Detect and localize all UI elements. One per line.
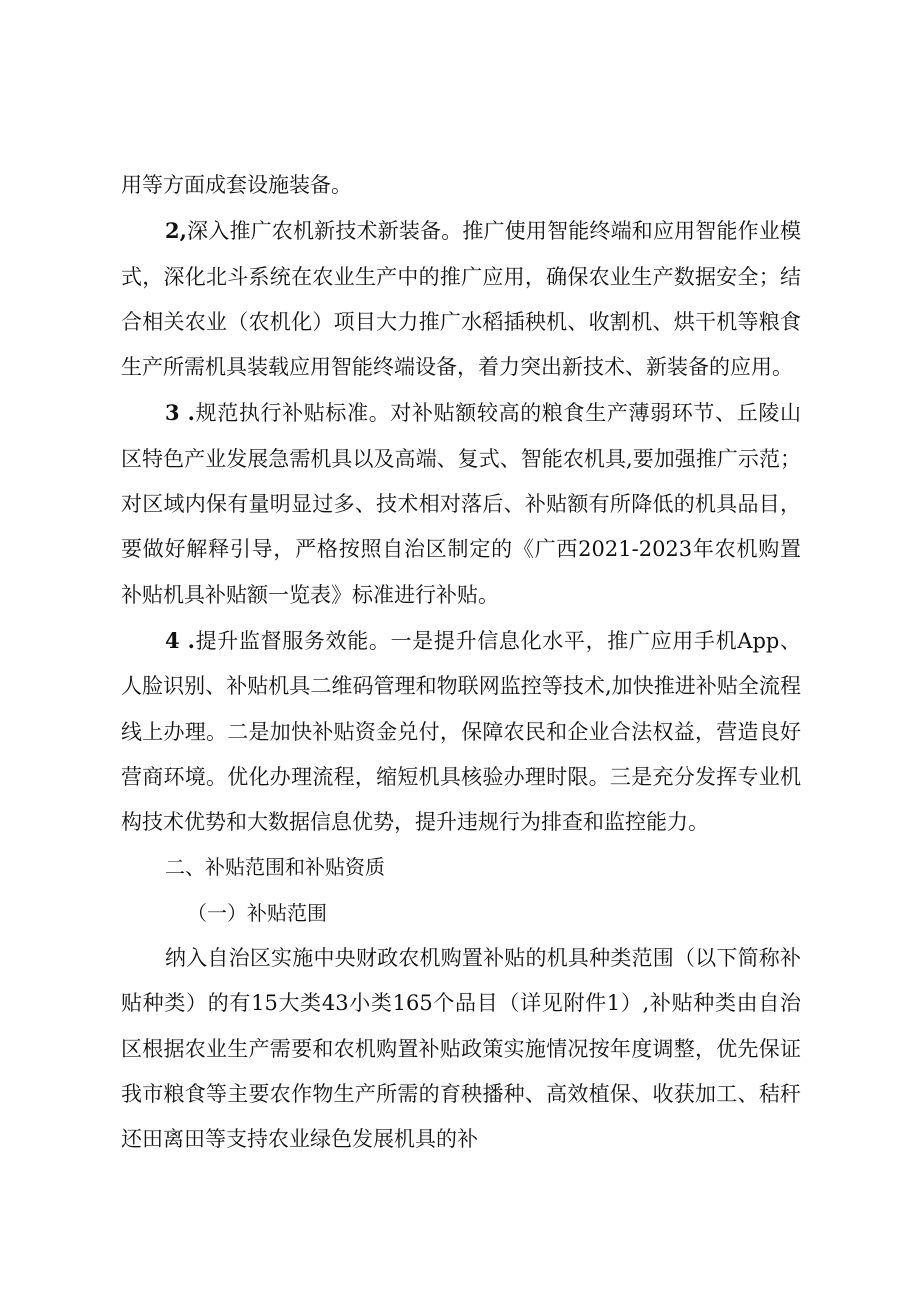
item-paragraph-2: [121, 208, 801, 390]
item-number: 4: [165, 627, 180, 653]
item-separator: ,: [179, 218, 187, 244]
item-text: 规范执行补贴标准。对补贴额较高的粮食生产薄弱环节、丘陵山区特色产业发展急需机具以及高端、复式、智能农机具,要加强推广示范；对区域内保有量明显过多、技术相对落后、补贴额有所降低的机具品目，要做好解释引导，严格按照自治区制定的《广西2021-2023年农机购置补贴机具补贴额一览表》标准进行补贴。: [121, 401, 802, 607]
item-separator: .: [179, 627, 195, 653]
item-paragraph-3: [121, 390, 801, 617]
item-separator: .: [179, 400, 195, 426]
item-number: 3: [165, 400, 180, 426]
item-paragraph-4: [121, 618, 801, 845]
document-body: [121, 163, 801, 1163]
item-text: 深入推广农机新技术新装备。推广使用智能终端和应用智能作业模式，深化北斗系统在农业生产中的推广应用，确保农业生产数据安全；结合相关农业（农机化）项目大力推广水稻插秧机、收割机、烘干机等粮食生产所需机具装载应用智能终端设备，着力突出新技术、新装备的应用。: [121, 219, 801, 380]
continuation-paragraph: 用等方面成套设施装备。: [121, 173, 352, 197]
item-number: 2: [165, 218, 180, 244]
section-heading: 二、补贴范围和补贴资质: [165, 855, 385, 880]
subsection-heading: （一）补贴范围: [187, 900, 327, 925]
body-paragraph: 纳入自治区实施中央财政农机购置补贴的机具种类范围（以下简称补贴种类）的有15大类43小类165个品目（详见附件1）,补贴种类由自治区根据农业生产需要和农机购置补贴政策实施情况按年度调整，优先保证我市粮食等主要农作物生产所需的育秧播种、高效植保、收获加工、秸秆还田离田等支持农业绿色发展机具的补: [121, 946, 801, 1152]
item-text: 提升监督服务效能。一是提升信息化水平，推广应用手机App、人脸识别、补贴机具二维码管理和物联网监控等技术,加快推进补贴全流程线上办理。二是加快补贴资金兑付，保障农民和企业合法权益，营造良好营商环境。优化办理流程，缩短机具核验办理时限。三是充分发挥专业机构技术优势和大数据信息优势，提升违规行为排查和监控能力。: [121, 628, 801, 835]
